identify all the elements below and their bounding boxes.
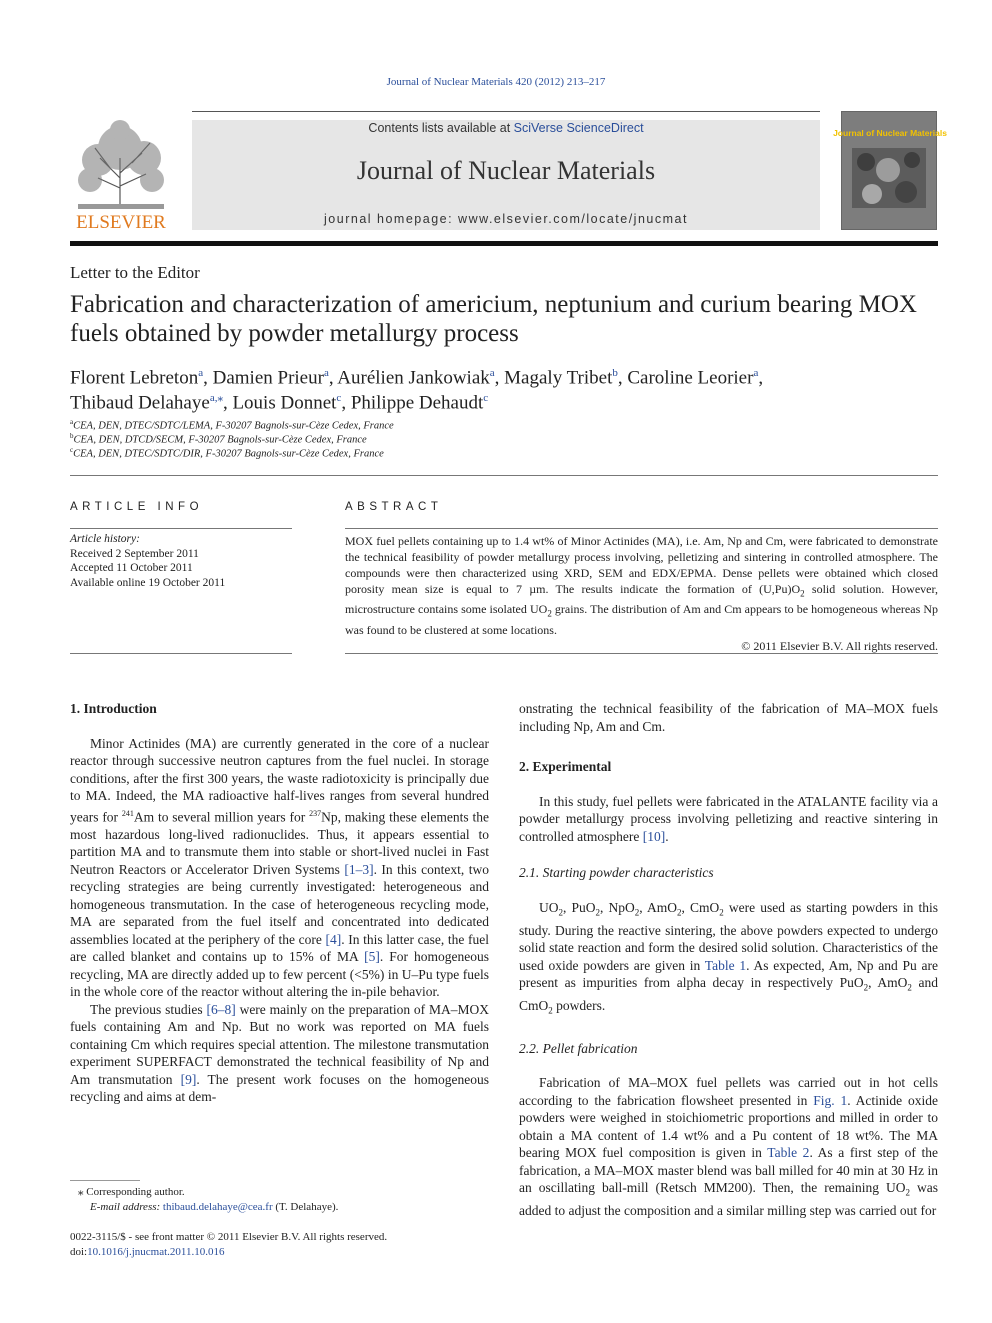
affiliation: $^a$CEA, DEN, DTEC/SDTC/LEMA, F-30207 Bagnols-sur-Cèze Cedex, France [70,418,394,432]
paragraph: onstrating the technical feasibility of the fabrication of MA–MOX fuels including Np, Am and Cm. [519,701,938,734]
journal-reference[interactable]: Journal of Nuclear Materials 420 (2012) 213–217 [386,76,606,88]
affiliation: $^c$CEA, DEN, DTEC/SDTC/DIR, F-30207 Bagnols-sur-Cèze Cedex, France [70,446,384,460]
author-line-1: Florent Lebreton$^a$, Damien Prieur$^a$, Aurélien Jankowiak$^a$, Magaly Tribet$^b$, Caroline Leorier$^a$, [70,367,764,389]
divider [70,653,292,654]
journal-homepage[interactable]: journal homepage: www.elsevier.com/locate/jnucmat [324,212,688,226]
divider [345,653,938,654]
paragraph: Fabrication of MA–MOX fuel pellets was carried out in hot cells according to the fabrication flowsheet presented in Fig. 1. Actinide oxide powders were weighed in stoichiometric proportions and milled in order to obtain a MA content of 1.4 wt% and a Pu content of 18 wt%. The MA bearing MOX fuel composition is given in Table 2. As a first step of the fabrication, a MA–MOX master blend was ball milled for 40 min at 30 Hz in an oscillating ball-mill (Retsch MM200). Then, the remaining $UO_2$ was added to adjust the composition and a similar milling step was carried out for [519,1075,939,1219]
subsection-heading: 2.1. Starting powder characteristics [519,865,714,880]
right-column [519,700,938,1220]
left-column [70,700,489,1106]
article-info-heading: ARTICLE INFO [70,501,204,513]
elsevier-logo [70,118,172,232]
journal-cover-image [833,111,947,230]
article-history: Article history: Received 2 September 2011 Accepted 11 October 2011 Available online 19 October 2011 [70,533,226,589]
front-matter-info: 0022-3115/$ - see front matter © 2011 Elsevier B.V. All rights reserved. doi:10.1016/j.jnucmat.2011.10.016 [70,1231,388,1258]
abstract-text: MOX fuel pellets containing up to 1.4 wt% of Minor Actinides (MA), i.e. Am, Np and Cm, were fabricated to demonstrate the technical feasibility of powder metallurgy process involving, pelletizing and sintering in controlled atmosphere. The compounds were then characterized using XRD, SEM and EDX/EPMA. Dense pellets were obtained which closed porosity mean size is equal to 7 µm. The results indicate the formation of $(U,Pu)O_2$ solid solution. However, microstructure contains some isolated $UO_2$ grains. The distribution of Am and Cm appears to be homogeneous whereas Np was found to be clustered at some locations. © 2011 Elsevier B.V. All rights reserved. [345,534,938,653]
author: Philippe Dehaudt [350,392,484,414]
contents-line: Contents lists available at SciVerse ScienceDirect [368,121,644,135]
divider [345,528,938,529]
article-type: Letter to the Editor [70,263,200,282]
author: Thibaud Delahaye [70,392,210,414]
author: Magaly Tribet [504,367,613,389]
affiliation: $^b$CEA, DEN, DTCD/SECM, F-30207 Bagnols-sur-Cèze Cedex, France [70,432,367,446]
journal-title: Journal of Nuclear Materials [356,156,656,185]
author-list [70,363,940,414]
subsection-heading: 2.2. Pellet fabrication [519,1040,638,1056]
section-heading: 1. Introduction [70,701,157,716]
author: Caroline Leorier [627,367,754,389]
header-thick-rule [70,241,938,246]
paragraph: $UO_2$, PuO$_2$, NpO$_2$, AmO$_2$, CmO$_2$ were used as starting powders in this study. During the reactive sintering, the above powders expected to undergo solid state reaction and form the desired solid solution. Characteristics of the used oxide powders are given in Table 1. As expected, Am, Np and Pu are present as impurities from alpha decay in respectively PuO$_2$, AmO$_2$ and CmO$_2$ powders. [519,899,938,1017]
author: Aurélien Jankowiak [337,367,490,389]
paragraph: Minor Actinides (MA) are currently generated in the core of a nuclear reactor through successive neutron captures from the fuel nuclei. In storage conditions, after the first 300 years, the waste radiotoxicity is principally due to MA. Indeed, the MA radioactive half-lives ranges from several hundred years for $^{241}$Am to several million years for $^{237}$Np, making these elements the most hazardous long-lived radionuclides. Thus, it appears essential to partition MA and to transmute them into stable or short-lived nuclei in Fast Neutron Reactors or Accelerator Driven Systems [1–3]. In this context, two recycling strategies are being currently investigated: heterogeneous and homogeneous transmutation. In the case of heterogeneous recycling mode, MA are separated from the fuel itself and concentrated into dedicated assemblies located at the periphery of the core [4]. In this latter case, the fuel are called blanket and contains up to 15% of MA [5]. For homogeneous recycling, MA are directly added up to few percent (<5%) in U–Pu type fuels in the whole core of the reactor without altering the in-pile behavior. [70,735,489,999]
article-title: Fabrication and characterization of americium, neptunium and curium bearing MOX fuels obtained by powder metallurgy process [70,291,917,347]
paragraph: The previous studies [6–8] were mainly on the preparation of MA–MOX fuels containing Am and Np. But no work was reported on MA fuels containing Cm which requires special attention. The milestone transmutation experiment SUPERFACT demonstrated the technical feasibility of Np and Am transmutation [9]. The present work focuses on the homogeneous recycling and aims at dem- [70,1001,489,1104]
author-email-link[interactable]: thibaud.delahaye@cea.fr [162,1201,273,1213]
abstract-heading: ABSTRACT [345,501,443,513]
section-heading: 2. Experimental [519,759,612,774]
footnote: ⁎ Corresponding author. E-mail address: thibaud.delahaye@cea.fr (T. Delahaye). [78,1186,339,1213]
cover-title: Journal of Nuclear Materials [833,128,947,138]
paragraph: In this study, fuel pellets were fabricated in the ATALANTE facility via a powder metallurgy process involving pelletizing and reactive sintering in controlled atmosphere [10]. [519,793,938,844]
author: Louis Donnet [232,392,337,414]
author-line-2: Thibaud Delahaye$^{a,⁎}$, Louis Donnet$^c$, Philippe Dehaudt$^c$ [70,392,489,414]
abstract-copyright: © 2011 Elsevier B.V. All rights reserved. [741,638,938,653]
divider [70,528,292,529]
divider [70,475,938,476]
publisher-wordmark: ELSEVIER [76,212,166,233]
footnote-rule [70,1180,140,1181]
header-rule [192,111,820,112]
doi-link[interactable]: 10.1016/j.jnucmat.2011.10.016 [87,1245,225,1258]
author: Florent Lebreton [70,367,199,389]
sciencedirect-link[interactable]: SciVerse ScienceDirect [513,121,644,135]
author: Damien Prieur [212,367,324,389]
